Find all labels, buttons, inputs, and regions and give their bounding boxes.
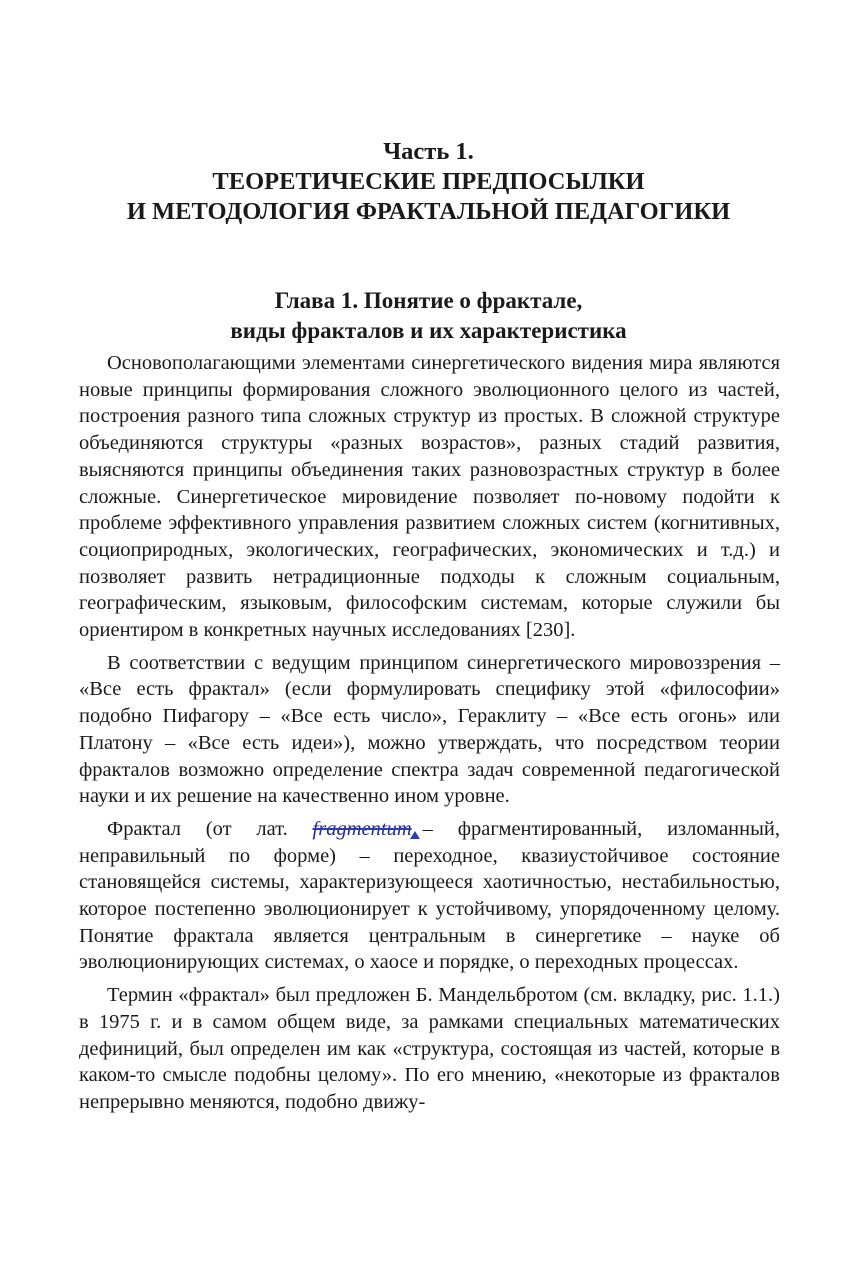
paragraph-3-rest: – фрагментированный, изломанный, неправильный по форме) – переходное, квазиустойчивое состояние становящейся системы, характеризующееся хаотичностью, нестабильностью, которое постепенно эволюционирует к устойчивому, упорядоченному целому. Понятие фрактала является центральным в синергетике – науке об эволюционирующих системах, о хаосе и порядке, о переходных процессах. [79, 817, 780, 974]
chapter-title-line-2: виды фракталов и их характеристика [230, 318, 627, 343]
part-number: Часть 1. [383, 138, 474, 165]
paragraph-1: Основополагающими элементами синергетического видения мира являются новые принципы формирования сложного эволюционного целого из частей, построения разного типа сложных структур из простых. В сложной структуре объединяются структуры «разных возрастов», разных стадий развития, выясняются принципы объединения таких разновозрастных структур в более сложные. Синергетическое мировидение позволяет по-новому подойти к проблеме эффективного управления развитием сложных систем (когнитивных, социоприродных, экологических, географических, экономических и т.д.) и позволяет развить нетрадиционные подходы к сложным социальным, географическим, языковым, философским системам, которые служили бы ориентиром в конкретных научных исследованиях [230]. [79, 352, 780, 642]
paragraph-3-lead: Фрактал (от лат. [107, 817, 288, 840]
part-title-line-2: И МЕТОДОЛОГИЯ ФРАКТАЛЬНОЙ ПЕДАГОГИКИ [126, 198, 731, 225]
chapter-body [79, 350, 780, 1116]
chapter-heading [0, 286, 857, 346]
paragraph-3 [79, 816, 780, 976]
part-title-line-1: ТЕОРЕТИЧЕСКИЕ ПРЕДПОСЫЛКИ [212, 168, 645, 195]
part-heading [0, 137, 857, 227]
latin-term: fragmentum [312, 817, 412, 840]
paragraph-4: Термин «фрактал» был предложен Б. Мандельбротом (см. вкладку, рис. 1.1.) в 1975 г. и в самом общем виде, за рамками специальных математических дефиниций, был определен им как «структура, состоящая из частей, которые в каком-то смысле подобны целому». По его мнению, «некоторые из фракталов непрерывно меняются, подобно движу- [79, 984, 780, 1113]
chapter-title-line-1: Глава 1. Понятие о фрактале, [274, 288, 583, 313]
paragraph-2: В соответствии с ведущим принципом синергетического мировоззрения – «Все есть фрактал» (если формулировать специфику этой «философии» подобно Пифагору – «Все есть число», Гераклиту – «Все есть огонь» или Платону – «Все есть идеи»), можно утверждать, что посредством теории фракталов возможно определение спектра задач современной педагогической науки и их решение на качественно ином уровне. [79, 651, 780, 808]
